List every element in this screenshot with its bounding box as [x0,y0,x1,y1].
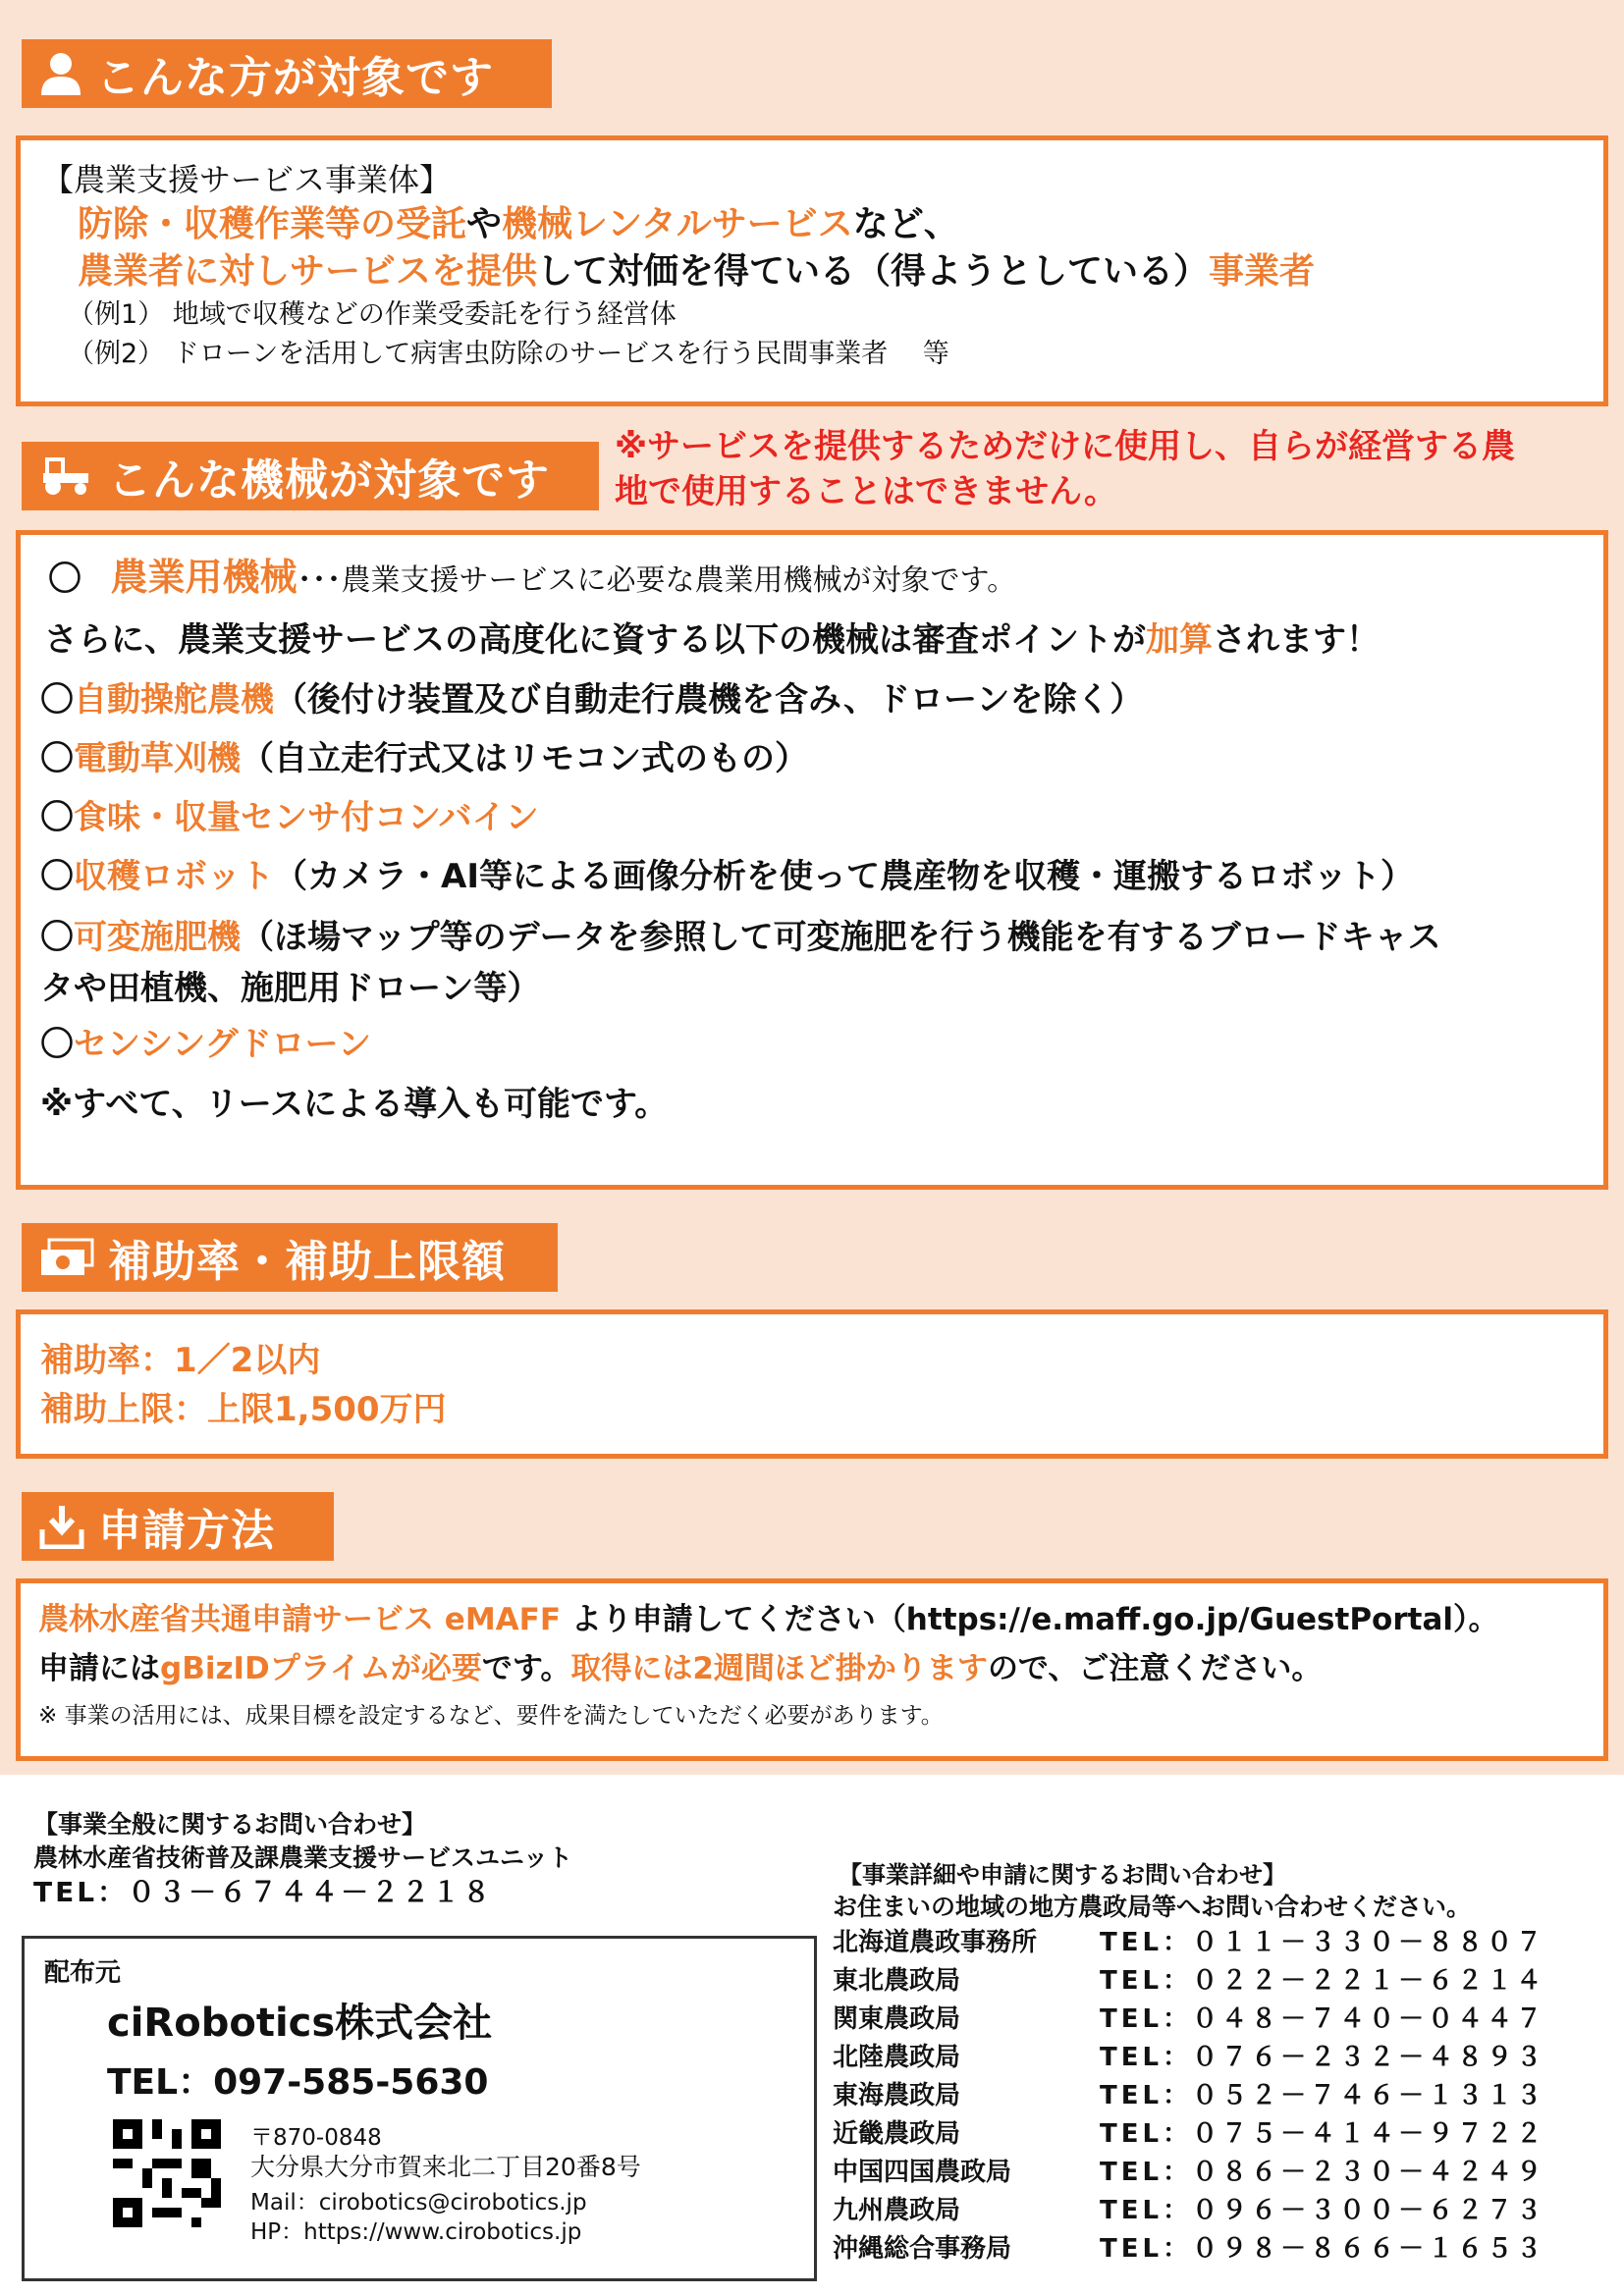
office-row [833,2001,1545,2039]
list-item-continuation: タや田植機、施肥用ドローン等） [40,969,541,1008]
general-contact [33,1808,572,1910]
circle-mark: 〇 [40,739,74,778]
list-item [40,906,1584,963]
application-line-1 [38,1595,1586,1644]
service-line-1 [42,201,1582,248]
intro-line [40,610,1584,670]
money-icon [39,1238,94,1277]
office-tel: TEL：０８６－２３０－４２４９ [1100,2158,1546,2187]
office-name: 近畿農政局 [833,2119,961,2149]
circle-mark: 〇 [40,798,74,837]
item-name: 可変施肥機 [74,918,241,957]
section-header-target-machines [22,442,599,510]
lease-note: ※すべて、リースによる導入も可能です。 [40,1085,669,1124]
highlight-text: 加算 [1146,620,1213,660]
office-row [833,2039,1545,2077]
list-item [40,847,1584,906]
regional-heading: 【事業詳細や申請に関するお問い合わせ】 [839,1861,1286,1889]
section-header-target-people [22,39,552,108]
item-name: 自動操舵農機 [74,680,274,720]
text: されます！ [1213,620,1380,660]
general-contact-org: 農林水産省技術普及課農業支援サービスユニット [33,1843,573,1872]
example-2: （例2） ドローンを活用して病害虫防除のサービスを行う民間事業者 等 [68,339,949,369]
circle-mark: 〇 [40,857,74,896]
office-tel: TEL：０９８－８６６－１６５３ [1100,2234,1546,2264]
item-name: 収穫ロボット [74,857,274,896]
office-tel: TEL：０９６－３００－６２７３ [1100,2196,1546,2225]
warning-line-1: ※サービスを提供するためだけに使用し、自らが経営する農 [615,427,1516,466]
distributor-box [22,1936,817,2281]
item-desc: （後付け装置及び自動走行農機を含み、ドローンを除く） [274,680,1144,720]
office-row [833,2230,1545,2269]
person-icon [39,51,82,96]
item-desc: ･･･農業支援サービスに必要な農業用機械が対象です。 [297,563,1017,598]
office-name: 東北農政局 [833,1966,961,1996]
heading: 【農業支援サービス事業体】 [42,161,452,198]
footer [0,1775,1624,2296]
text: して対価を得ている（得ようとしている） [537,251,1210,292]
circle-mark: 〇 [40,680,74,720]
office-tel: TEL：０４８－７４０－０４４７ [1100,2004,1546,2034]
mail: Mail：cirobotics@cirobotics.jp [250,2190,587,2216]
subsidy-rate: 補助率：1／2以内 [40,1341,321,1380]
office-tel: TEL：０１１－３３０－８８０７ [1100,1928,1546,1957]
application-note: ※ 事業の活用には、成果目標を設定するなど、要件を満たしていただく必要があります。 [38,1703,944,1729]
address: 大分県大分市賀来北二丁目20番8号 [250,2153,641,2181]
office-name: 北陸農政局 [833,2043,961,2072]
circle-mark: 〇 [40,1025,74,1064]
text: など、 [852,204,959,244]
office-row [833,2077,1545,2115]
office-name: 九州農政局 [833,2196,961,2225]
application-line-2 [38,1644,1586,1693]
general-contact-heading: 【事業全般に関するお問い合わせ】 [33,1810,427,1839]
text: 申請には [38,1651,160,1686]
item-desc: （カメラ・AI等による画像分析を使って農産物を収穫・運搬するロボット） [274,857,1414,896]
office-list [833,1924,1545,2269]
target-people-box [16,135,1608,406]
item-agri-machine [40,549,1584,610]
warning-line-2: 地で使用することはできません。 [615,472,1118,511]
office-name: 沖縄総合事務局 [833,2234,1012,2264]
emaff-name: 農林水産省共通申請サービス eMAFF [38,1602,562,1637]
office-name: 北海道農政事務所 [833,1928,1038,1957]
section-title: こんな機械が対象です [108,455,550,506]
office-name: 東海農政局 [833,2081,961,2110]
list-item [40,729,1584,788]
section-header-application [22,1492,334,1561]
circle-mark: 〇 [48,560,81,599]
item-name: 電動草刈機 [74,739,241,778]
regional-contacts [833,1859,1545,2269]
application-box [16,1578,1608,1761]
section-title: 補助率・補助上限額 [108,1237,506,1287]
postal-code: 〒870-0848 [250,2125,382,2151]
example-1: （例1） 地域で収穫などの作業受委託を行う経営体 [68,299,677,330]
highlight-text: 機械レンタルサービス [502,204,853,244]
target-machines-box [16,530,1608,1190]
section-title: 申請方法 [98,1506,275,1556]
highlight-text: 取得には2週間ほど掛かります [570,1651,988,1686]
distributor-details [250,2123,641,2247]
qr-code-icon [113,2119,221,2227]
tractor-icon [39,455,94,497]
item-name: 食味・収量センサ付コンバイン [74,798,539,837]
highlight-text: 防除・収穫作業等の受託 [78,204,467,244]
item-desc: （自立走行式又はリモコン式のもの） [241,739,808,778]
text: です。 [481,1651,571,1686]
general-contact-tel: TEL：０３－６７４４－２２１８ [33,1876,494,1908]
regional-intro: お住まいの地域の地方農政局等へお問い合わせください。 [833,1893,1472,1921]
section-title: こんな方が対象です [96,53,494,103]
office-row [833,2115,1545,2154]
list-item [40,670,1584,729]
highlight-text: gBizIDプライムが必要 [160,1651,482,1686]
office-row [833,1962,1545,2001]
text: さらに、農業支援サービスの高度化に資する以下の機械は審査ポイントが [44,620,1146,660]
homepage: HP：https://www.cirobotics.jp [250,2219,582,2245]
office-name: 中国四国農政局 [833,2158,1012,2187]
highlight-text: 農業者に対しサービスを提供 [78,251,538,292]
circle-mark: 〇 [40,918,74,957]
item-desc: （ほ場マップ等のデータを参照して可変施肥を行う機能を有するブロードキャス [241,918,1441,957]
office-row [833,1924,1545,1962]
office-tel: TEL：０２２－２２１－６２１４ [1100,1966,1546,1996]
service-line-2 [42,248,1582,295]
office-tel: TEL：０７６－２３２－４８９３ [1100,2043,1546,2072]
company-tel: TEL：097-585-5630 [107,2062,489,2103]
text: より申請してください（https://e.maff.go.jp/GuestPortal）。 [561,1602,1499,1637]
subsidy-limit: 補助上限：上限1,500万円 [40,1390,447,1429]
distributor-label: 配布元 [44,1958,122,1988]
office-tel: TEL：０５２－７４６－１３１３ [1100,2081,1546,2110]
office-row [833,2154,1545,2192]
office-row [833,2192,1545,2230]
text: ので、ご注意ください。 [987,1651,1323,1686]
section-header-subsidy [22,1223,558,1292]
highlight-text: 事業者 [1209,251,1316,292]
item-name: 農業用機械 [110,556,298,599]
item-name: センシングドローン [74,1025,371,1064]
company-name: ciRobotics株式会社 [107,2001,493,2046]
download-tray-icon [39,1504,84,1549]
subsidy-box [16,1309,1608,1459]
office-tel: TEL：０７５－４１４－９７２２ [1100,2119,1546,2149]
office-name: 関東農政局 [833,2004,961,2034]
list-item [40,1014,1584,1075]
warning-note [615,424,1515,514]
text: や [466,204,503,244]
list-item [40,788,1584,847]
